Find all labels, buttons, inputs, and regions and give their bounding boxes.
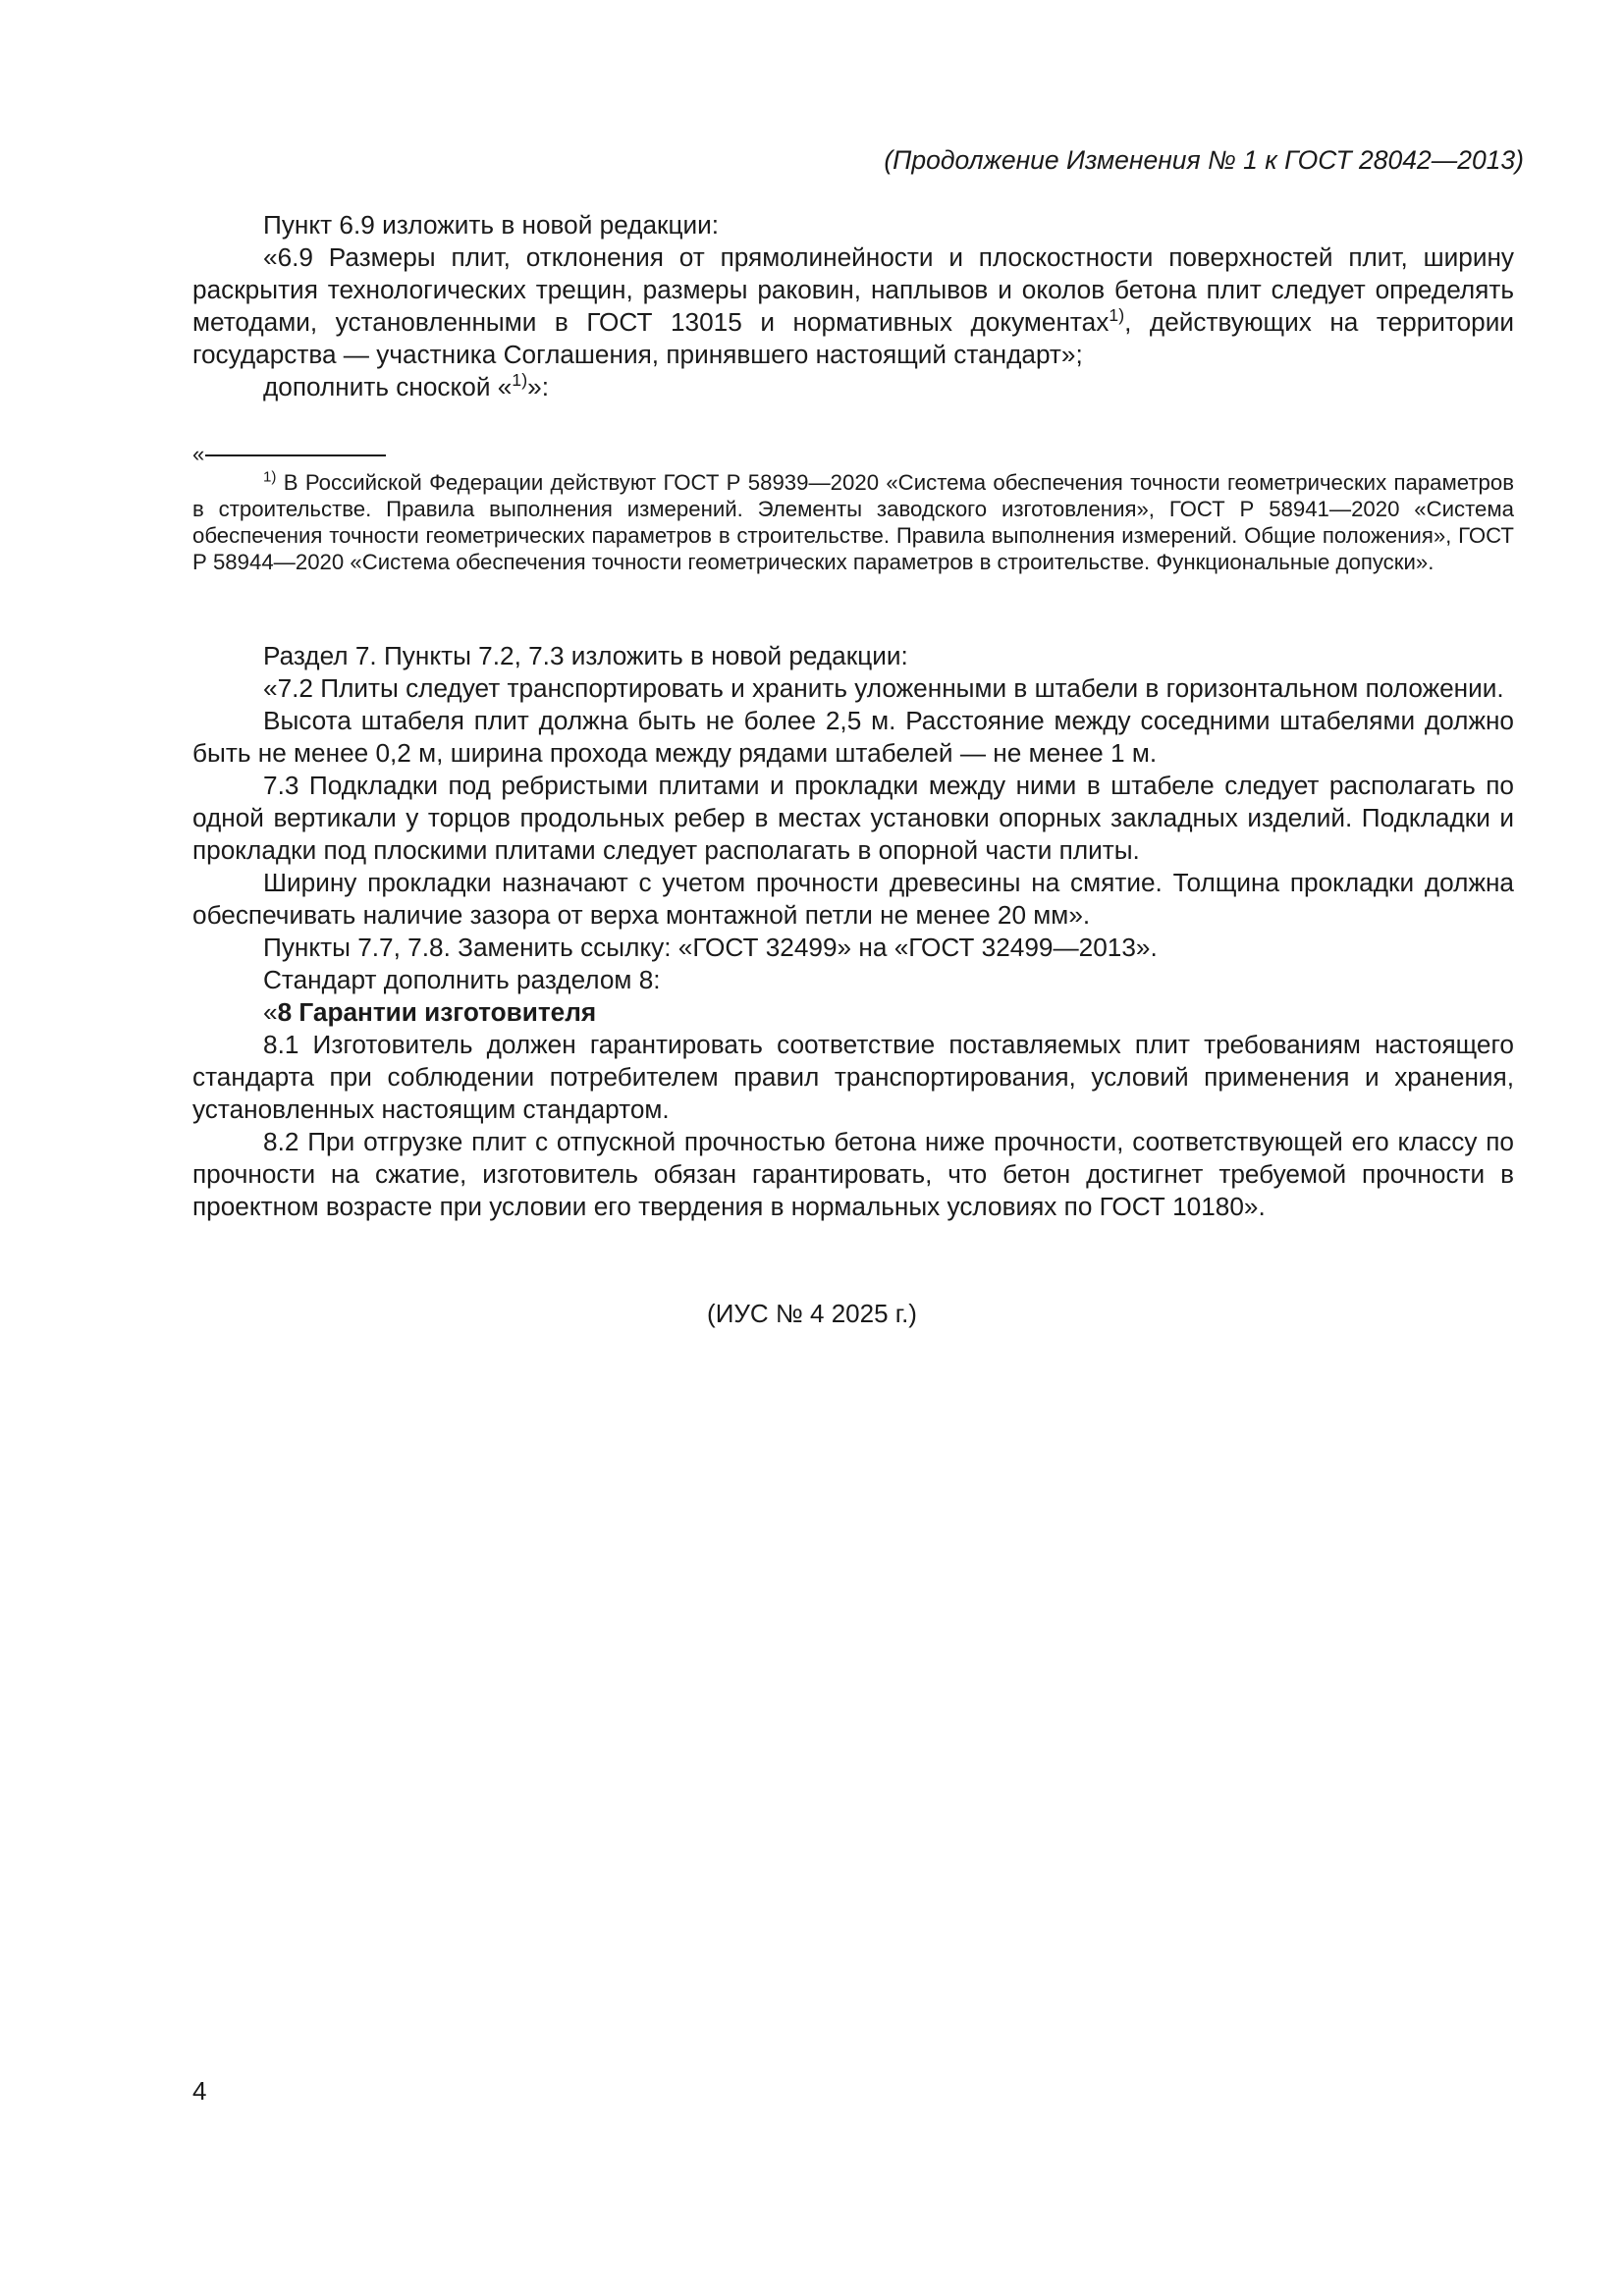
clause-6-9-text-b: , действующих на территории государства — участника Соглашения, принявшего настоящий стандарт»;	[192, 307, 1515, 369]
footnote-ref-superscript: 1)	[1109, 305, 1125, 326]
paragraph-clause-8-1: 8.1 Изготовитель должен гарантировать соответствие поставляемых плит требованиям настоящего стандарта при соблюдении потребителем правил транспортирования, условий применения и хранения, установленных настоящим стандартом.	[192, 1030, 1514, 1124]
section-8-heading	[192, 996, 1514, 1029]
paragraph-clause-6-9	[192, 241, 1514, 371]
footnote	[192, 469, 1514, 575]
text-block-clause-6-9	[192, 209, 1514, 403]
footnote-separator	[192, 444, 386, 465]
section-8-open-quote: «	[263, 997, 278, 1027]
ius-reference: (ИУС № 4 2025 г.)	[707, 1299, 917, 1328]
paragraph-clause-8-2: 8.2 При отгрузке плит с отпускной прочностью бетона ниже прочности, соответствующей его классу по прочности на сжатие, изготовитель обязан гарантировать, что бетон достигнет требуемой прочности в проектном возрасте при условии его твердения в нормальных условиях по ГОСТ 10180».	[192, 1127, 1514, 1221]
footnote-ref-superscript-2: 1)	[512, 370, 528, 391]
paragraph-clauses-7-7-7-8: Пункты 7.7, 7.8. Заменить ссылку: «ГОСТ 32499» на «ГОСТ 32499—2013».	[263, 933, 1158, 962]
paragraph-add-section-8: Стандарт дополнить разделом 8:	[263, 965, 661, 994]
footnote-rule-line	[205, 454, 386, 456]
footnote-text	[192, 469, 1514, 575]
paragraph-add-footnote	[192, 371, 1514, 403]
section-8-heading-text: 8 Гарантии изготовителя	[277, 997, 597, 1027]
paragraph-stack-height: Высота штабеля плит должна быть не более 2,5 м. Расстояние между соседними штабелями должно быть не менее 0,2 м, ширина прохода между рядами штабелей — не менее 1 м.	[192, 706, 1514, 768]
footnote-body: В Российской Федерации действуют ГОСТ Р 58939—2020 «Система обеспечения точности геометрических параметров в строительстве. Правила выполнения измерений. Элементы заводского изготовления», ГОСТ Р 58941—2020 «Система обеспечения точности геометрических параметров в строительстве. Правила выполнения измерений. Общие положения», ГОСТ Р 58944—2020 «Система обеспечения точности геометрических параметров в строительстве. Функциональные допуски».	[192, 470, 1514, 574]
paragraph-clause-6-9-intro: Пункт 6.9 изложить в новой редакции:	[263, 210, 720, 240]
continuation-header: (Продолжение Изменения № 1 к ГОСТ 28042—2013)	[884, 145, 1524, 175]
footnote-marker: 1)	[263, 468, 277, 486]
page-number: 4	[192, 2076, 207, 2106]
paragraph-spacer-width: Ширину прокладки назначают с учетом прочности древесины на смятие. Толщина прокладки должна обеспечивать наличие зазора от верха монтажной петли не менее 20 мм».	[192, 868, 1514, 930]
paragraph-section-7-intro: Раздел 7. Пункты 7.2, 7.3 изложить в новой редакции:	[263, 641, 908, 670]
clause-6-9-text-a: «6.9 Размеры плит, отклонения от прямолинейности и плоскостности поверхностей плит, ширину раскрытия технологических трещин, размеры раковин, наплывов и околов бетона плит следует определять методами, установленными в ГОСТ 13015 и нормативных документах	[192, 242, 1514, 337]
paragraph-clause-7-2: «7.2 Плиты следует транспортировать и хранить уложенными в штабели в горизонтальном положении.	[263, 673, 1504, 703]
add-footnote-text-a: дополнить сноской «	[263, 372, 513, 401]
add-footnote-text-b: »:	[527, 372, 549, 401]
text-block-section-7-8	[192, 640, 1514, 1223]
footnote-open-quote: «	[192, 442, 205, 466]
paragraph-clause-7-3: 7.3 Подкладки под ребристыми плитами и прокладки между ними в штабеле следует располагать по одной вертикали у торцов продольных ребер в местах установки опорных закладных изделий. Подкладки и прокладки под плоскими плитами следует располагать в опорной части плиты.	[192, 771, 1514, 865]
